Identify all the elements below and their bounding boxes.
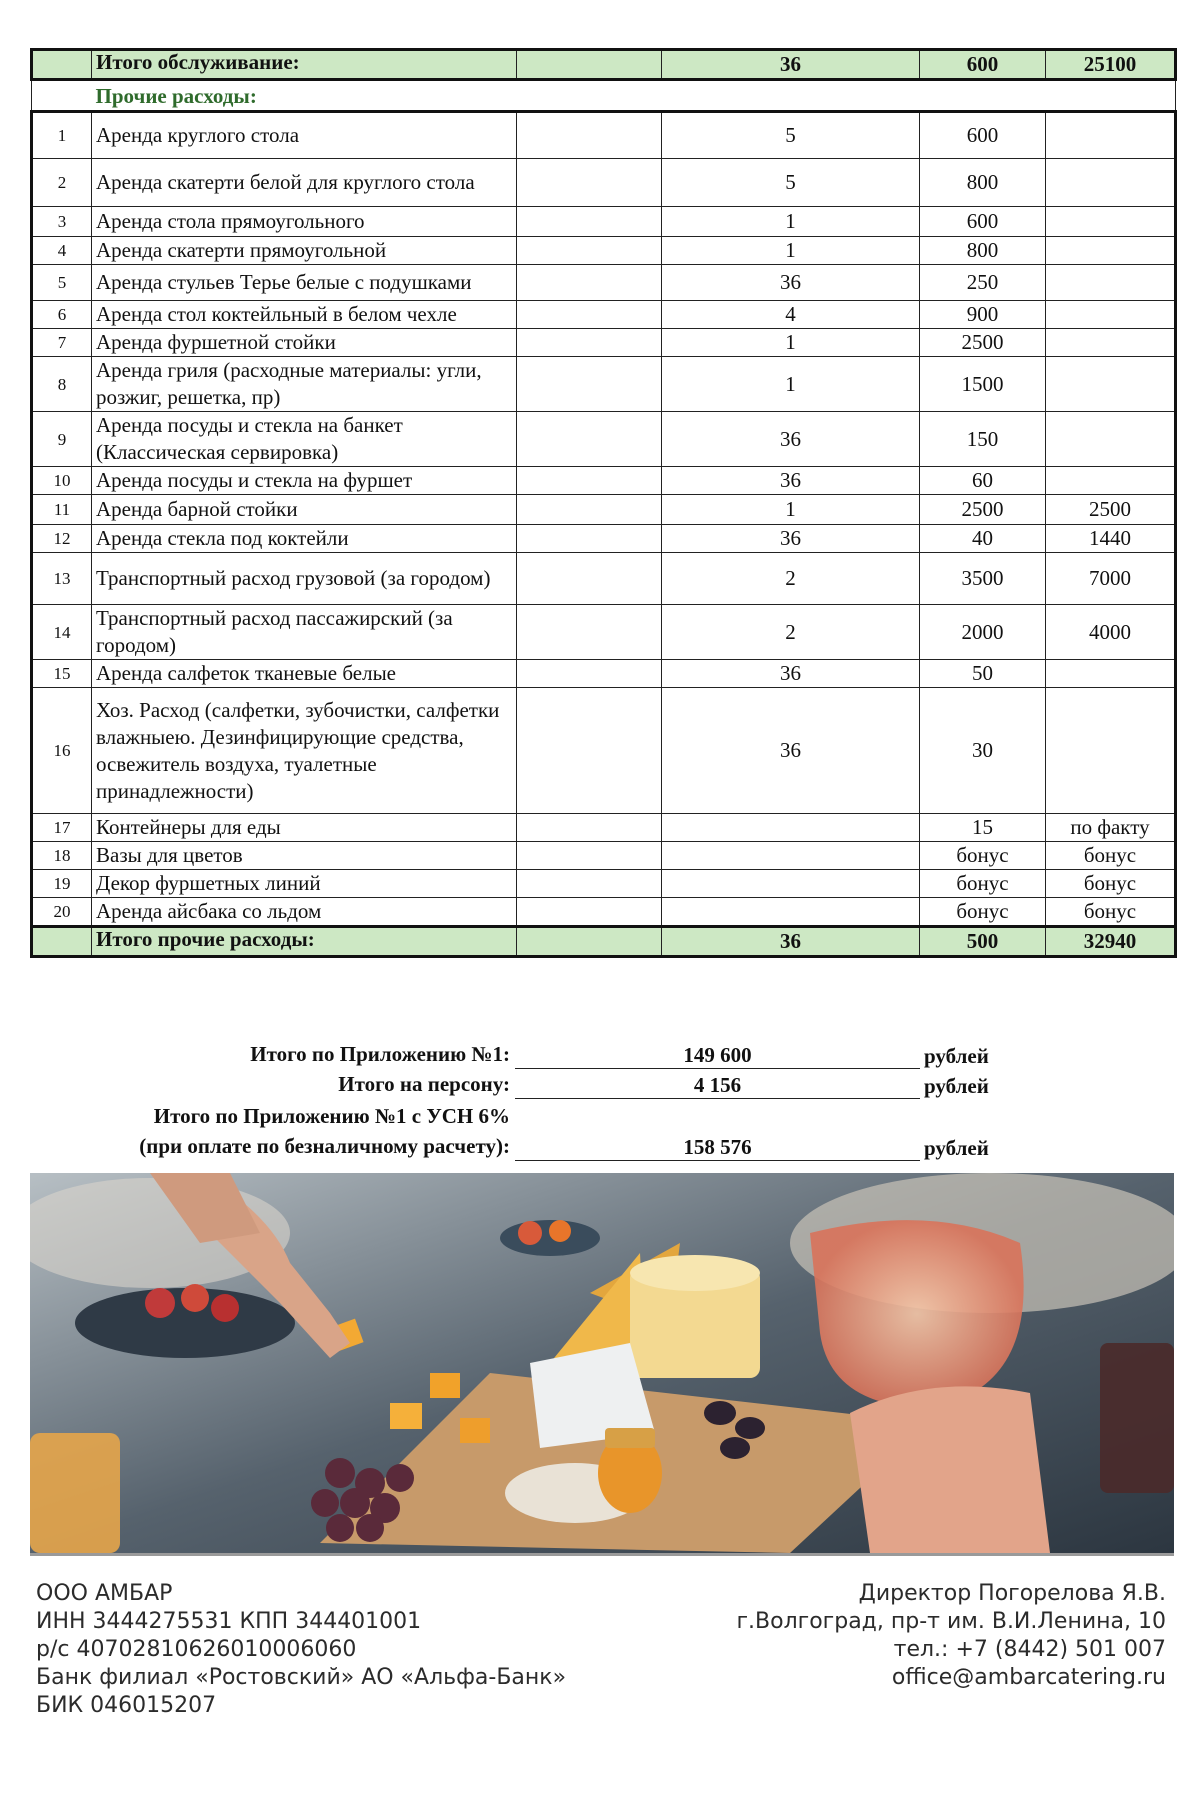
table-row [32, 301, 1176, 329]
food-photo [30, 1173, 1174, 1553]
row-price: 800 [920, 237, 1046, 265]
row-price: 1500 [920, 357, 1046, 412]
row-blank [517, 329, 662, 357]
summary-label-line2: (при оплате по безналичному расчету): [139, 1134, 510, 1158]
row-number: 20 [32, 898, 92, 927]
table-row [32, 814, 1176, 842]
row-name: Аренда посуды и стекла на банкет (Классическая сервировка) [92, 412, 517, 467]
row-sum [1046, 265, 1176, 301]
row-price: 15 [920, 814, 1046, 842]
director: Директор Погорелова Я.В. [858, 1581, 1166, 1606]
row-sum: бонус [1046, 870, 1176, 898]
row-blank [517, 112, 662, 159]
table-row [32, 495, 1176, 525]
summary-value: 149 600 [515, 1042, 920, 1069]
row-sum: бонус [1046, 898, 1176, 927]
row-name: Аренда стола прямоугольного [92, 207, 517, 237]
summary-unit: рублей [924, 1136, 989, 1160]
other-total-qty: 36 [662, 927, 920, 957]
row-name: Аренда скатерти белой для круглого стола [92, 159, 517, 207]
row-number: 14 [32, 605, 92, 660]
other-total-label: Итого прочие расходы: [92, 927, 517, 957]
row-sum [1046, 467, 1176, 495]
row-name: Аренда барной стойки [92, 495, 517, 525]
row-number: 19 [32, 870, 92, 898]
row-qty: 5 [662, 112, 920, 159]
row-qty: 36 [662, 525, 920, 553]
row-name: Транспортный расход пассажирский (за городом) [92, 605, 517, 660]
summary-unit: рублей [924, 1074, 989, 1098]
row-sum: по факту [1046, 814, 1176, 842]
food-photo-illustration [30, 1173, 1174, 1553]
table-row [32, 112, 1176, 159]
row-name: Аренда гриля (расходные материалы: угли, розжиг, решетка, пр) [92, 357, 517, 412]
row-qty: 1 [662, 495, 920, 525]
table-row [32, 412, 1176, 467]
summary-value: 4 156 [515, 1072, 920, 1099]
footer-contacts [736, 1580, 1166, 1692]
service-total-qty: 36 [662, 50, 920, 80]
row-blank [517, 814, 662, 842]
service-total-label: Итого обслуживание: [92, 50, 517, 80]
other-total-row [32, 927, 1176, 957]
row-number: 9 [32, 412, 92, 467]
row-number: 12 [32, 525, 92, 553]
other-total-sum: 32940 [1046, 927, 1176, 957]
row-sum [1046, 357, 1176, 412]
row-sum [1046, 301, 1176, 329]
row-number: 16 [32, 688, 92, 814]
row-qty [662, 814, 920, 842]
row-sum: 2500 [1046, 495, 1176, 525]
row-blank [517, 467, 662, 495]
other-total-price: 500 [920, 927, 1046, 957]
row-price: 3500 [920, 553, 1046, 605]
row-price: 2500 [920, 495, 1046, 525]
table-row [32, 605, 1176, 660]
row-sum [1046, 112, 1176, 159]
row-blank [517, 842, 662, 870]
row-sum: бонус [1046, 842, 1176, 870]
row-name: Аренда стульев Терье белые с подушками [92, 265, 517, 301]
row-name: Хоз. Расход (салфетки, зубочистки, салфетки влажныею. Дезинфицирующие средства, освежитель воздуха, туалетные принадлежности) [92, 688, 517, 814]
row-sum [1046, 329, 1176, 357]
row-blank [517, 660, 662, 688]
email-link[interactable]: office@ambarcatering.ru [891, 1665, 1166, 1690]
row-number: 10 [32, 467, 92, 495]
row-number: 17 [32, 814, 92, 842]
row-price: 50 [920, 660, 1046, 688]
row-name: Аренда круглого стола [92, 112, 517, 159]
row-blank [517, 495, 662, 525]
summary-label: Итого на персону: [338, 1072, 510, 1096]
row-name: Декор фуршетных линий [92, 870, 517, 898]
row-number: 7 [32, 329, 92, 357]
section-header-row [32, 80, 1176, 112]
table-row [32, 207, 1176, 237]
row-number: 5 [32, 265, 92, 301]
summary-appendix-total [0, 1042, 1200, 1072]
row-qty: 36 [662, 467, 920, 495]
row-price: 40 [920, 525, 1046, 553]
row-name: Аренда посуды и стекла на фуршет [92, 467, 517, 495]
summary-unit: рублей [924, 1044, 989, 1068]
row-price: 30 [920, 688, 1046, 814]
company-name: ООО АМБАР [36, 1581, 173, 1606]
inn-kpp: ИНН 3444275531 КПП 344401001 [36, 1609, 422, 1634]
row-number: 11 [32, 495, 92, 525]
row-name: Аренда айсбака со льдом [92, 898, 517, 927]
row-number: 6 [32, 301, 92, 329]
table-row [32, 553, 1176, 605]
row-blank [517, 412, 662, 467]
row-qty: 1 [662, 357, 920, 412]
row-qty: 2 [662, 605, 920, 660]
row-price: бонус [920, 870, 1046, 898]
row-sum [1046, 688, 1176, 814]
row-price: бонус [920, 842, 1046, 870]
service-total-price: 600 [920, 50, 1046, 80]
table-row [32, 898, 1176, 927]
row-price: 60 [920, 467, 1046, 495]
row-qty: 1 [662, 237, 920, 265]
table-row [32, 237, 1176, 265]
section-title: Прочие расходы: [95, 84, 257, 108]
photo-divider [30, 1553, 1174, 1556]
row-blank [517, 898, 662, 927]
phone: тел.: +7 (8442) 501 007 [893, 1637, 1166, 1662]
row-blank [517, 525, 662, 553]
address: г.Волгоград, пр-т им. В.И.Ленина, 10 [736, 1609, 1166, 1634]
row-qty: 1 [662, 329, 920, 357]
row-sum [1046, 207, 1176, 237]
table-row [32, 660, 1176, 688]
rows-body [32, 112, 1176, 927]
table-row [32, 159, 1176, 207]
table-row [32, 842, 1176, 870]
row-blank [517, 605, 662, 660]
row-qty [662, 898, 920, 927]
summary-label-line1: Итого по Приложению №1 с УСН 6% [153, 1104, 510, 1128]
row-price: 2500 [920, 329, 1046, 357]
row-qty [662, 870, 920, 898]
row-blank [517, 553, 662, 605]
summary-per-person [0, 1072, 1200, 1102]
table-row [32, 525, 1176, 553]
row-number: 8 [32, 357, 92, 412]
row-price: 600 [920, 112, 1046, 159]
row-qty: 36 [662, 412, 920, 467]
row-qty: 2 [662, 553, 920, 605]
bank-name: Банк филиал «Ростовский» АО «Альфа-Банк» [36, 1665, 567, 1690]
row-price: 150 [920, 412, 1046, 467]
row-price: 2000 [920, 605, 1046, 660]
row-qty: 36 [662, 688, 920, 814]
row-price: 250 [920, 265, 1046, 301]
table-row [32, 467, 1176, 495]
row-qty: 36 [662, 265, 920, 301]
row-blank [517, 870, 662, 898]
row-blank [517, 301, 662, 329]
row-sum [1046, 660, 1176, 688]
row-number: 13 [32, 553, 92, 605]
table-row [32, 357, 1176, 412]
table-row [32, 688, 1176, 814]
row-name: Аренда скатерти прямоугольной [92, 237, 517, 265]
row-name: Аренда фуршетной стойки [92, 329, 517, 357]
row-sum: 7000 [1046, 553, 1176, 605]
row-qty: 4 [662, 301, 920, 329]
service-total-sum: 25100 [1046, 50, 1176, 80]
summary-value: 158 576 [515, 1134, 920, 1161]
row-blank [517, 237, 662, 265]
row-name: Аренда стол коктейльный в белом чехле [92, 301, 517, 329]
row-number: 15 [32, 660, 92, 688]
bik: БИК 046015207 [36, 1693, 217, 1718]
row-name: Аренда стекла под коктейли [92, 525, 517, 553]
footer-requisites [36, 1580, 566, 1720]
row-price: 600 [920, 207, 1046, 237]
table-row [32, 265, 1176, 301]
row-price: 900 [920, 301, 1046, 329]
row-name: Аренда салфеток тканевые белые [92, 660, 517, 688]
row-sum [1046, 159, 1176, 207]
summary-label: Итого по Приложению №1: [250, 1042, 510, 1066]
row-price: 800 [920, 159, 1046, 207]
service-total-row [32, 50, 1176, 80]
row-blank [517, 159, 662, 207]
row-sum: 1440 [1046, 525, 1176, 553]
row-qty: 5 [662, 159, 920, 207]
row-blank [517, 357, 662, 412]
row-price: бонус [920, 898, 1046, 927]
row-qty: 1 [662, 207, 920, 237]
row-number: 2 [32, 159, 92, 207]
table-row [32, 329, 1176, 357]
row-sum: 4000 [1046, 605, 1176, 660]
row-blank [517, 688, 662, 814]
row-name: Транспортный расход грузовой (за городом) [92, 553, 517, 605]
row-number: 3 [32, 207, 92, 237]
row-qty: 36 [662, 660, 920, 688]
row-name: Вазы для цветов [92, 842, 517, 870]
row-number: 18 [32, 842, 92, 870]
row-qty [662, 842, 920, 870]
row-number: 4 [32, 237, 92, 265]
row-blank [517, 207, 662, 237]
row-number: 1 [32, 112, 92, 159]
bank-account: р/с 40702810626010006060 [36, 1637, 357, 1662]
row-blank [517, 265, 662, 301]
row-sum [1046, 237, 1176, 265]
table-row [32, 870, 1176, 898]
summary-usn [0, 1104, 1200, 1164]
row-sum [1046, 412, 1176, 467]
estimate-table [30, 48, 1177, 958]
row-name: Контейнеры для еды [92, 814, 517, 842]
